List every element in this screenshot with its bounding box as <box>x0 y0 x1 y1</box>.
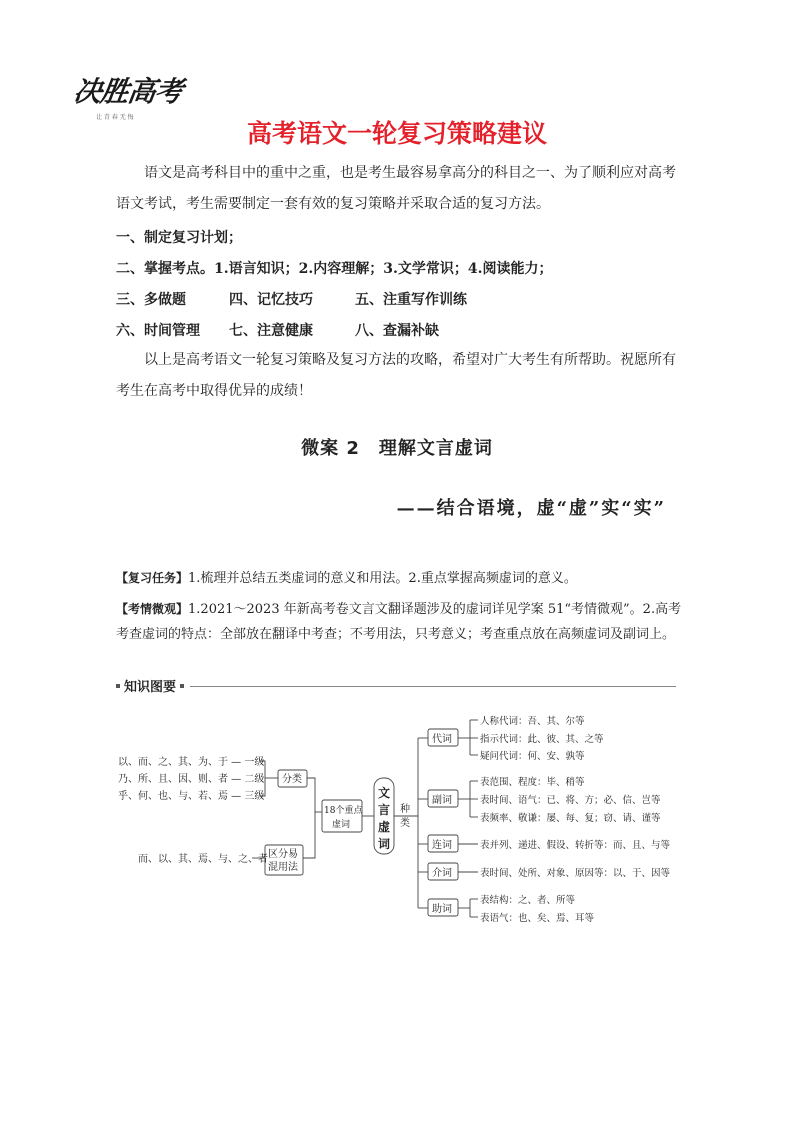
zhu-item-1: 表结构：之、者、所等 <box>480 895 576 906</box>
dai-item-3: 疑问代词：何、安、孰等 <box>480 751 585 762</box>
dai-item-2: 指示代词：此、彼、其、之等 <box>480 734 604 745</box>
key-unit: 虚词 <box>332 820 351 830</box>
qufen-text: 区分易 <box>268 849 298 860</box>
key-count: 18个重点 <box>324 806 363 816</box>
zhu-item-2: 表语气：也、矣、焉、耳等 <box>480 913 595 924</box>
bullet-icon <box>116 684 120 688</box>
task-label: 【复习任务】 <box>116 571 189 585</box>
step-3: 三、多做题 <box>116 292 186 308</box>
step-line-1: 一、制定复习计划； <box>116 230 242 246</box>
section-subheading: ——结合语境，虚“虚”实“实” <box>396 498 666 519</box>
center-char-4: 词 <box>378 837 391 851</box>
diagram-svg <box>110 700 690 935</box>
dai-box: 代词 <box>432 734 452 745</box>
center-char-1: 文 <box>378 786 391 800</box>
section-heading: 微案 2 理解文言虚词 <box>301 438 493 459</box>
knowledge-diagram <box>110 700 690 935</box>
center-char-3: 虚 <box>378 820 391 834</box>
jie-item-1: 表时间、处所、对象、原因等：以、于、因等 <box>480 868 671 879</box>
closing-paragraph: 以上是高考语文一轮复习策略及复习方法的攻略，希望对广大考生有所帮助。祝愿所有考生在高考中取得优异的成绩！ <box>116 352 676 399</box>
page-title: 高考语文一轮复习策略建议 <box>246 119 547 148</box>
fu-item-2: 表时间、语气：已、将、方；必、信、岂等 <box>480 795 661 806</box>
center-char-2: 言 <box>378 803 391 817</box>
step-7: 七、注意健康 <box>229 323 313 339</box>
logo-subtitle: 让 青 春 无 悔 <box>96 114 134 121</box>
exam-text: 1.2021～2023 年新高考卷文言文翻译题涉及的虚词详见学案 51“考情微观”。2.高考考查虚词的特点：全部放在翻译中考查；不考用法，只考意义；考查重点放在高频虚词及副词上。 <box>116 602 682 642</box>
step-8: 八、查漏补缺 <box>355 323 439 339</box>
step-5: 五、注重写作训练 <box>355 292 467 308</box>
intro-paragraph: 语文是高考科目中的重中之重，也是考生最容易拿高分的科目之一、为了顺利应对高考语文考试，考生需要制定一套有效的复习策略并采取合适的复习方法。 <box>116 165 676 212</box>
zhonglei-char-2: 类 <box>400 818 410 829</box>
bullet-icon <box>180 684 184 688</box>
exam-overview <box>116 597 682 647</box>
zhu-box: 助词 <box>432 904 452 915</box>
fenlei-box: 分类 <box>282 774 302 785</box>
lian-item-1: 表并列、递进、假设、转折等：而、且、与等 <box>480 840 671 851</box>
step-row-4 <box>116 321 439 341</box>
fu-item-3: 表频率、敬谦：屡、每、复；窃、请、谨等 <box>480 813 661 824</box>
map-header <box>116 676 676 696</box>
exam-label: 【考情微观】 <box>116 602 189 616</box>
step-4: 四、记忆技巧 <box>229 292 313 308</box>
tier-1: 以、而、之、其、为、于 — 一级 <box>118 757 265 768</box>
dai-item-1: 人称代词：吾、其、尔等 <box>480 716 585 727</box>
task-text: 1.梳理并总结五类虚词的意义和用法。2.重点掌握高频虚词的意义。 <box>188 571 577 586</box>
lian-box: 连词 <box>432 840 452 851</box>
hunyong-text: 混用法 <box>268 862 298 873</box>
tier-3: 乎、何、也、与、若、焉 — 三级 <box>118 791 265 802</box>
logo-text: 决胜高考 <box>71 75 185 108</box>
step-6: 六、时间管理 <box>116 323 200 339</box>
jie-box: 介词 <box>432 868 452 879</box>
step-line-2: 二、掌握考点。1.语言知识；2.内容理解；3.文学常识；4.阅读能力； <box>116 261 553 277</box>
step-row-3 <box>116 290 467 310</box>
easy-words: 而、以、其、焉、与、之、者 <box>138 854 268 865</box>
tier-2: 乃、所、且、因、则、者 — 二级 <box>118 774 265 785</box>
map-label: 知识图要 <box>124 680 177 695</box>
divider <box>116 686 676 687</box>
fu-item-1: 表范围、程度：毕、稍等 <box>480 777 585 788</box>
fu-box: 副词 <box>432 795 452 806</box>
zhonglei-char-1: 种 <box>400 804 410 815</box>
review-task <box>116 566 682 591</box>
